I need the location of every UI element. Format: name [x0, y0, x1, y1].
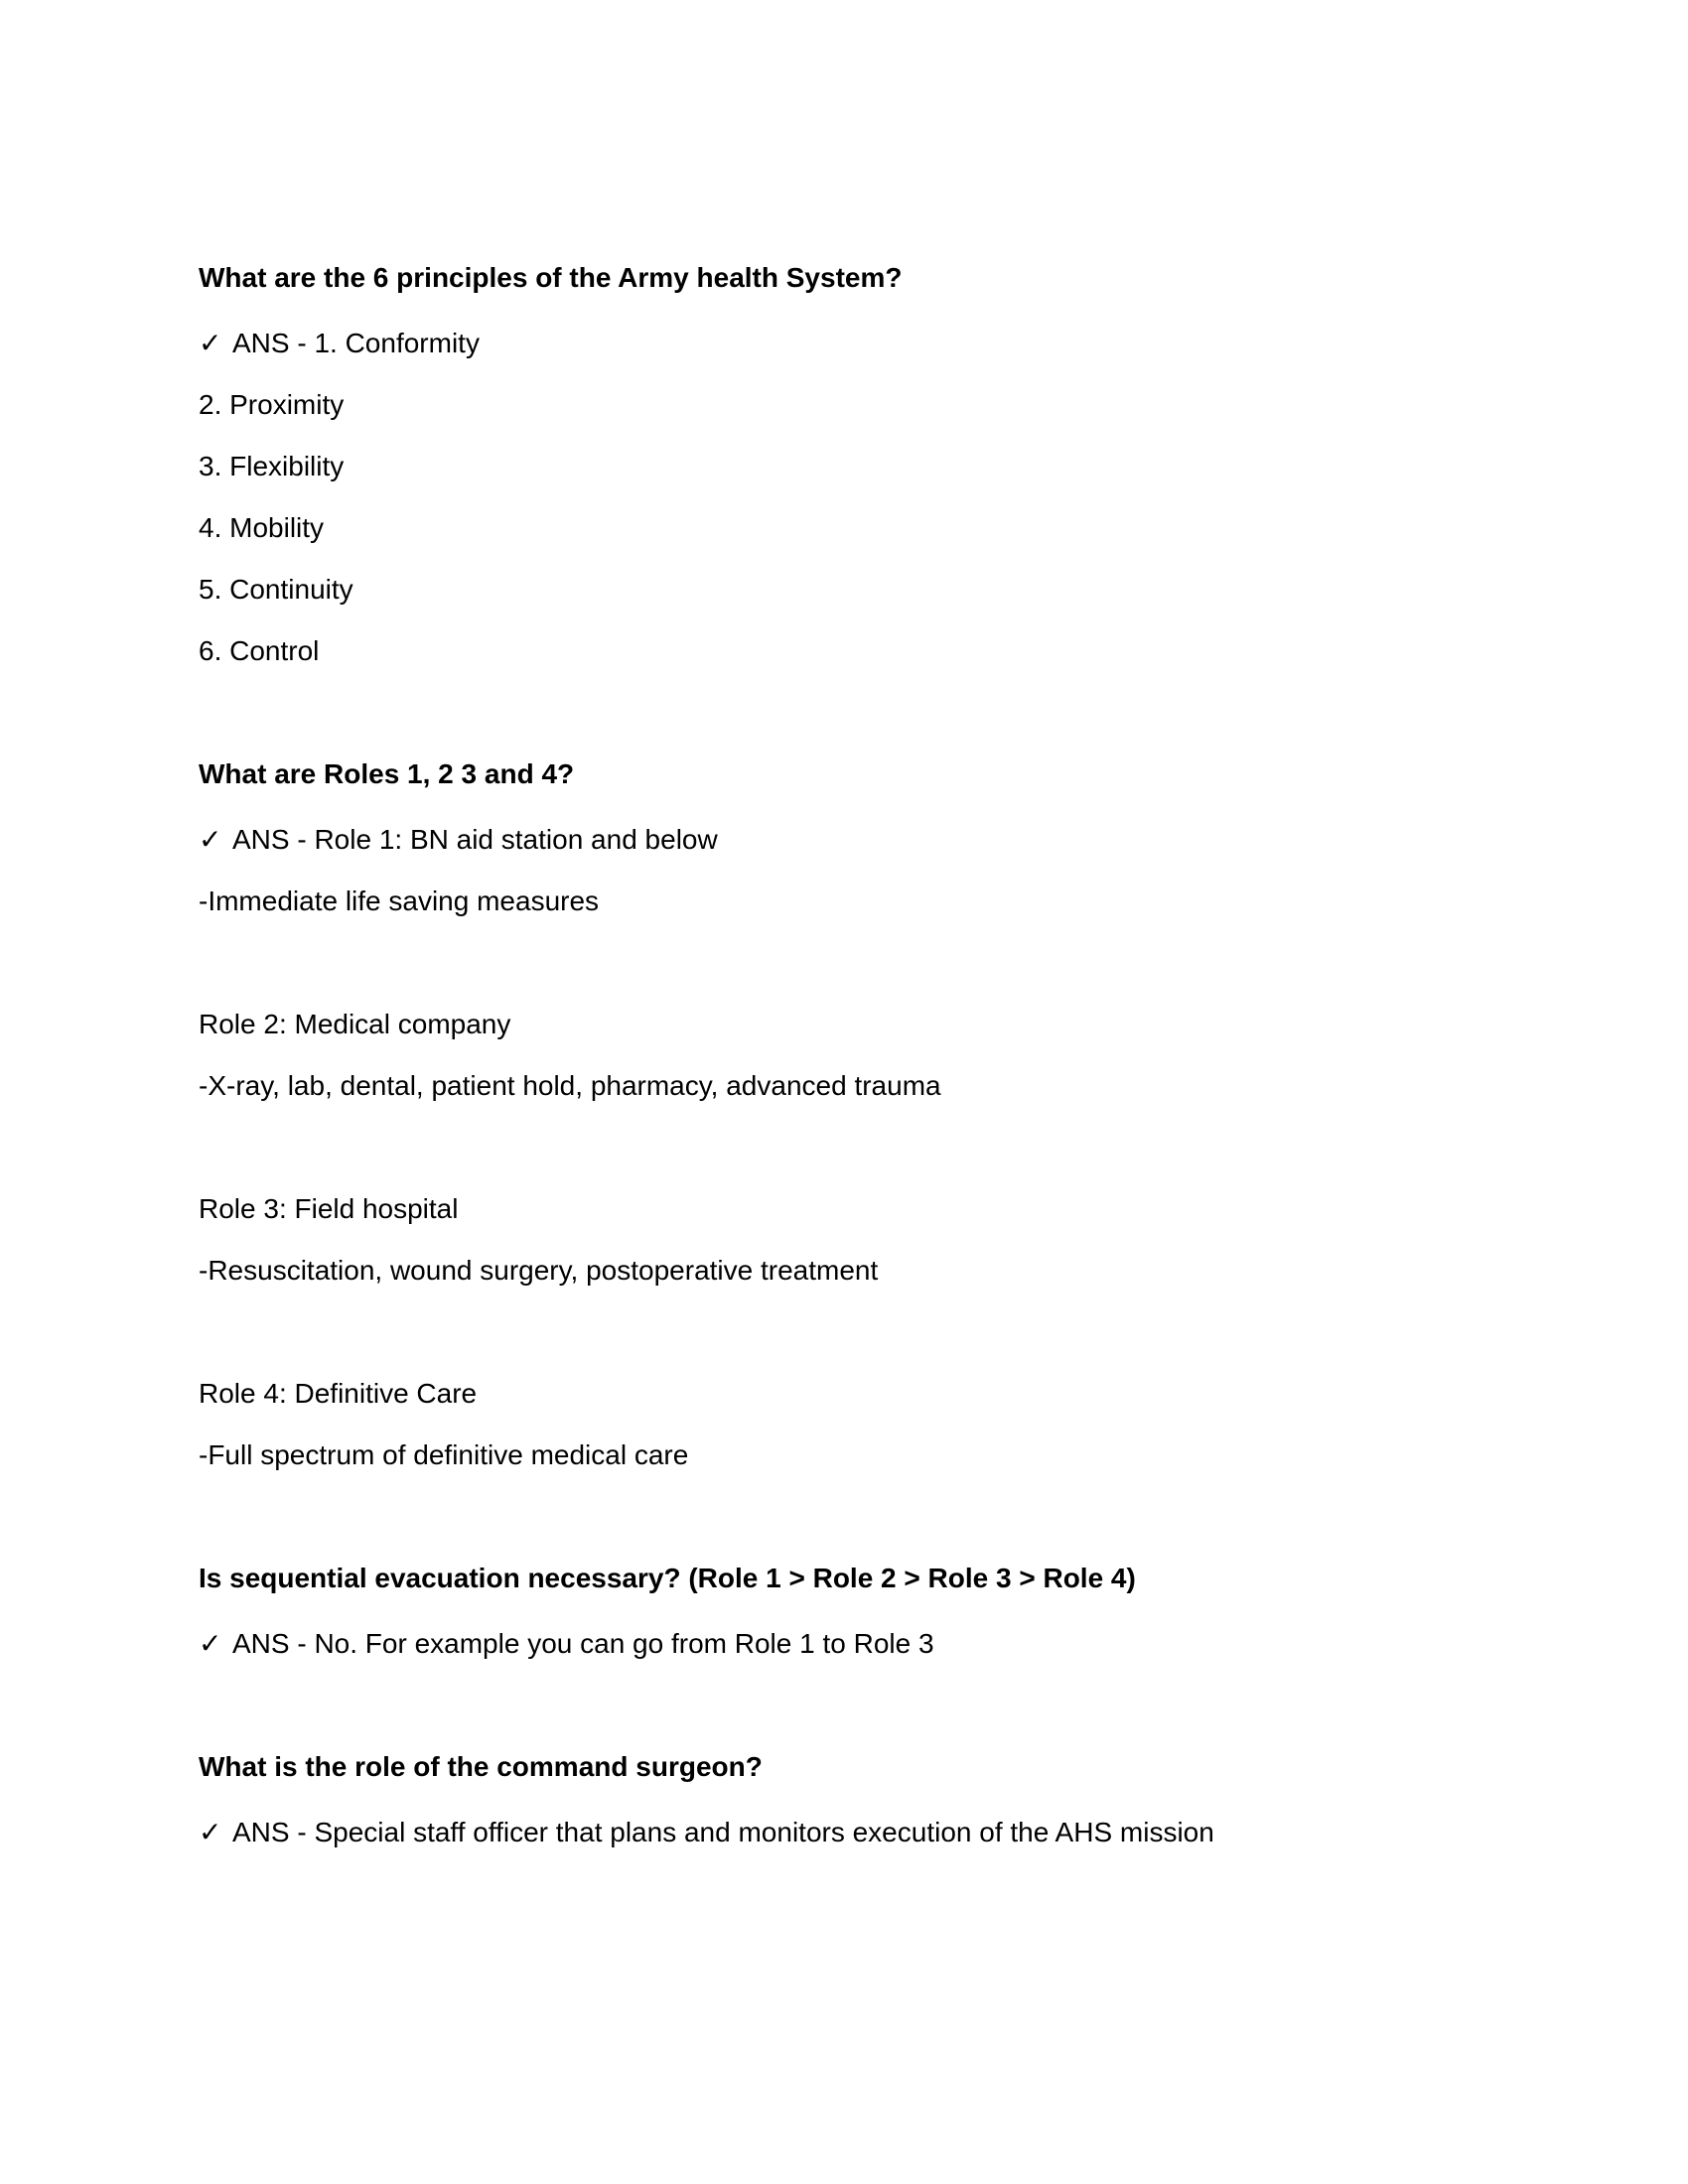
answer-line	[199, 822, 718, 858]
question-heading: What are Roles 1, 2 3 and 4?	[199, 758, 575, 789]
answer-text: ANS - No. For example you can go from Role 1 to Role 3	[232, 1628, 934, 1659]
list-item: 4. Mobility	[199, 512, 325, 543]
question-heading: Is sequential evacuation necessary? (Role 1 > Role 2 > Role 3 > Role 4)	[199, 1563, 1136, 1593]
answer-line	[199, 1626, 934, 1662]
answer-text: ANS - Special staff officer that plans and monitors execution of the AHS mission	[232, 1817, 1214, 1847]
question-heading: What is the role of the command surgeon?	[199, 1751, 763, 1782]
answer-line	[199, 326, 480, 361]
list-item: Role 4: Definitive Care	[199, 1378, 478, 1409]
answer-line	[199, 1815, 1214, 1850]
list-item: 2. Proximity	[199, 389, 345, 420]
checkmark-icon: ✓	[199, 328, 222, 358]
list-item: -X-ray, lab, dental, patient hold, pharmacy, advanced trauma	[199, 1070, 941, 1101]
list-item: 6. Control	[199, 635, 320, 666]
checkmark-icon: ✓	[199, 1628, 222, 1659]
list-item: -Resuscitation, wound surgery, postoperative treatment	[199, 1255, 879, 1286]
checkmark-icon: ✓	[199, 824, 222, 855]
list-item: 5. Continuity	[199, 574, 353, 605]
list-item: Role 3: Field hospital	[199, 1193, 459, 1224]
question-heading: What are the 6 principles of the Army health System?	[199, 262, 903, 293]
list-item: -Immediate life saving measures	[199, 886, 600, 916]
checkmark-icon: ✓	[199, 1817, 222, 1847]
list-item: -Full spectrum of definitive medical care	[199, 1439, 689, 1470]
answer-text: ANS - 1. Conformity	[232, 328, 480, 358]
answer-text: ANS - Role 1: BN aid station and below	[232, 824, 718, 855]
list-item: 3. Flexibility	[199, 451, 345, 481]
list-item: Role 2: Medical company	[199, 1009, 511, 1039]
